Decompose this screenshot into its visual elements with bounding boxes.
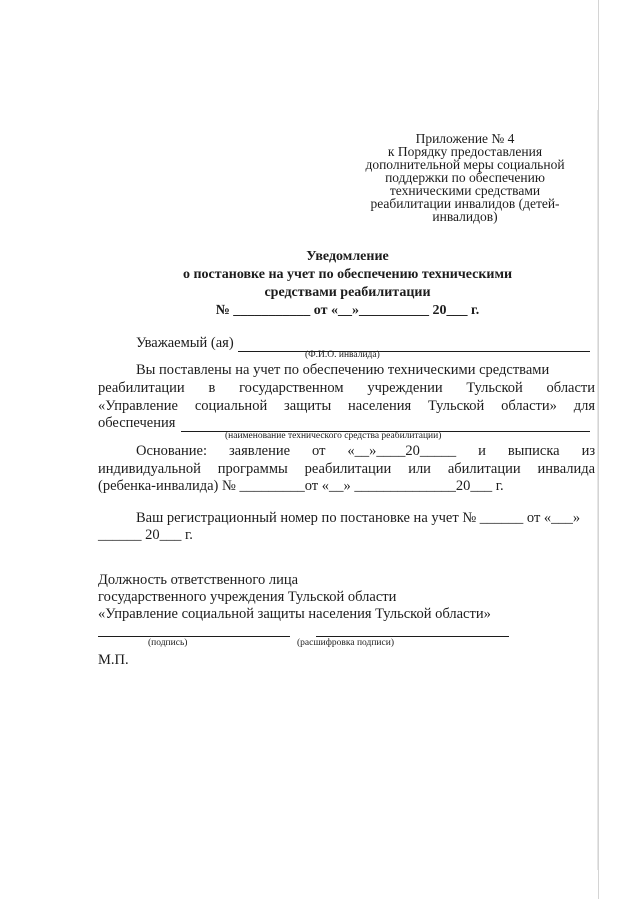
scan-edge <box>598 0 599 899</box>
scan-edge-shadow <box>597 110 598 870</box>
title-line-3: средствами реабилитации <box>264 285 431 300</box>
word: выписка <box>507 443 560 459</box>
word: заявление <box>228 443 291 459</box>
paragraph-2-line-1 <box>136 443 595 460</box>
signature-title-line-3: «Управление социальной защиты населения Тульской области» <box>98 606 491 622</box>
appendix-line: поддержки по обеспечению <box>385 170 545 185</box>
word: населения <box>348 398 412 414</box>
word: реабилитации <box>98 380 185 396</box>
word: программы <box>217 461 288 477</box>
appendix-line: к Порядку предоставления <box>387 144 543 159</box>
paragraph-1-line-3 <box>98 398 595 415</box>
title-line-1: Уведомление <box>306 249 389 264</box>
word: от <box>312 443 326 459</box>
signature-title-line-2: государственного учреждения Тульской области <box>98 589 397 605</box>
signature-caption: (подпись) <box>148 638 188 648</box>
word: из <box>581 443 596 459</box>
paragraph-1-line-2 <box>98 380 595 397</box>
title-number-line: № ___________ от «__»__________ 20___ г. <box>215 303 480 318</box>
title-line-2: о постановке на учет по обеспечению техническими <box>182 267 513 282</box>
paragraph-3-line-1: Ваш регистрационный номер по постановке на учет № ______ от «___» <box>136 510 581 526</box>
appendix-line: техническими средствами <box>389 183 541 198</box>
appendix-line: инвалидов) <box>432 209 498 224</box>
device-caption: (наименование технического средства реабилитации) <box>225 431 442 441</box>
word: защиты <box>284 398 332 414</box>
word: государственном <box>239 380 344 396</box>
word: для <box>573 398 596 414</box>
word: Основание: <box>136 443 207 459</box>
signature-title-line-1: Должность ответственного лица <box>98 572 299 588</box>
signature-decode-caption: (расшифровка подписи) <box>297 638 394 648</box>
word: и <box>478 443 486 459</box>
word: области <box>546 380 596 396</box>
paragraph-2-line-3: (ребенка-инвалида) № _________от «__» ______________20___ г. <box>98 478 504 494</box>
stamp-label: М.П. <box>98 652 129 668</box>
paragraph-1-line-4: обеспечения <box>98 415 176 431</box>
word: в <box>208 380 216 396</box>
word: области» <box>501 398 557 414</box>
word: «Управление <box>98 398 178 414</box>
word: индивидуальной <box>98 461 201 477</box>
fio-caption: (Ф.И.О. инвалида) <box>305 350 380 360</box>
appendix-line: Приложение № 4 <box>415 131 515 146</box>
appendix-line: реабилитации инвалидов (детей- <box>370 196 560 211</box>
word: или <box>408 461 431 477</box>
paragraph-2-line-2 <box>98 461 595 478</box>
fio-field[interactable] <box>238 351 590 352</box>
signature-field[interactable] <box>98 636 290 637</box>
word: реабилитации <box>304 461 392 477</box>
paragraph-3-line-2: ______ 20___ г. <box>98 527 193 543</box>
word: «__»____20_____ <box>347 443 457 459</box>
document-title <box>100 248 595 320</box>
word: Тульской <box>427 398 485 414</box>
paragraph-1-line-1: Вы поставлены на учет по обеспечению техническими средствами <box>136 362 550 378</box>
appendix-line: дополнительной меры социальной <box>365 157 565 172</box>
signature-decode-field[interactable] <box>316 636 509 637</box>
appendix-header <box>350 132 580 223</box>
salutation-label: Уважаемый (ая) <box>136 335 234 351</box>
word: Тульской <box>466 380 523 396</box>
word: социальной <box>194 398 268 414</box>
word: инвалида <box>537 461 596 477</box>
word: абилитации <box>447 461 521 477</box>
word: учреждении <box>367 380 443 396</box>
